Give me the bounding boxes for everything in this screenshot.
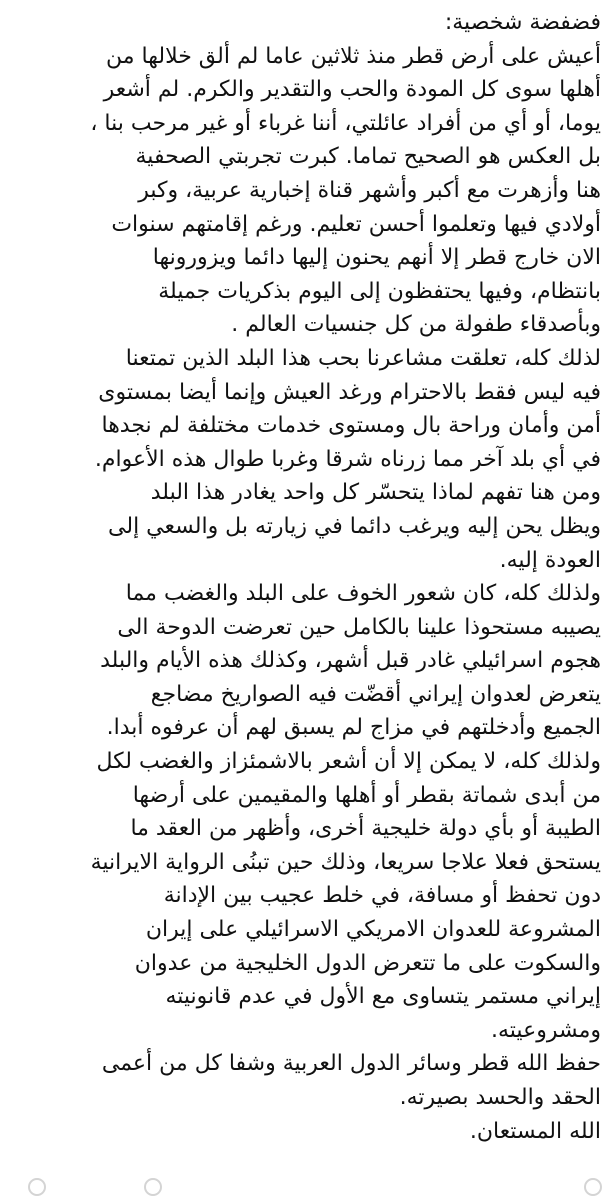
note-line: ولذلك كله، لا يمكن إلا أن أشعر بالاشمئزاز والغضب لكل xyxy=(96,749,601,775)
note-line: الان خارج قطر إلا أنهم يحنون إليها دائما ويزورونها xyxy=(152,245,601,271)
note-line: بل العكس هو الصحيح تماما. كبرت تجربتي الصحفية xyxy=(135,144,601,170)
note-line: العودة إليه. xyxy=(499,547,601,573)
note-line: يوما، أو أي من أفراد عائلتي، أننا غرباء أو غير مرحب بنا ، xyxy=(90,110,601,136)
note-line: ومن هنا تفهم لماذا يتحسّر كل واحد يغادر هذا البلد xyxy=(150,480,601,506)
note-line: الطيبة أو بأي دولة خليجية أخرى، وأظهر من العقد ما xyxy=(130,816,601,842)
note-line: إيراني مستمر يتساوى مع الأول في عدم قانونيته xyxy=(165,984,601,1010)
note-line: الجميع وأدخلتهم في مزاج لم يسبق لهم أن عرفوه أبدا. xyxy=(106,715,601,741)
note-line: ومشروعيته. xyxy=(491,1017,601,1043)
note-line: في أي بلد آخر مما زرناه شرقا وغربا طوال هذه الأعوام. xyxy=(94,446,601,472)
note-line: هجوم اسرائيلي غادر قبل أشهر، وكذلك هذه الأيام والبلد xyxy=(100,648,601,674)
note-line: أمن وأمان وراحة بال ومستوى خدمات مختلفة لم نجدها xyxy=(101,413,601,439)
note-line: بانتظام، وفيها يحتفظون إلى اليوم بذكريات جميلة xyxy=(158,278,601,304)
note-heading: فضفضة شخصية: xyxy=(444,10,601,35)
note-line: ولذلك كله، كان شعور الخوف على البلد والغضب مما xyxy=(125,581,601,607)
toolbar-icon-partial xyxy=(28,1178,46,1196)
bottom-toolbar-cutoff xyxy=(0,1174,615,1200)
note-line: يتعرض لعدوان إيراني أقضّت فيه الصواريخ مضاجع xyxy=(150,681,601,707)
note-line: دون تحفظ أو مسافة، في خلط عجيب بين الإدانة xyxy=(163,883,601,909)
note-closing: الله المستعان. xyxy=(469,1118,601,1144)
note-line: أهلها سوى كل المودة والحب والتقدير والكرم. لم أشعر xyxy=(103,77,601,103)
note-line: المشروعة للعدوان الامريكي الاسرائيلي على إيران xyxy=(145,917,601,943)
note-line: حفظ الله قطر وسائر الدول العربية وشفا كل من أعمى xyxy=(101,1051,601,1077)
note-line: والسكوت على ما تتعرض الدول الخليجية من عدوان xyxy=(134,950,601,976)
note-line: أولادي فيها وتعلموا أحسن تعليم. ورغم إقامتهم سنوات xyxy=(111,211,601,237)
note-line: يستحق فعلا علاجا سريعا، وذلك حين تبنُى الرواية الايرانية xyxy=(90,849,601,875)
note-line: يصيبه مستحوذا علينا بالكامل حين تعرضت الدوحة الى xyxy=(117,614,601,640)
note-line: الحقد والحسد بصيرته. xyxy=(399,1085,601,1110)
note-line: ويظل يحن إليه ويرغب دائما في زيارته بل والسعي إلى xyxy=(108,513,601,539)
note-line: أعيش على أرض قطر منذ ثلاثين عاما لم ألق خلالها من xyxy=(106,43,601,69)
toolbar-icon-partial xyxy=(144,1178,162,1196)
toolbar-icon-partial xyxy=(584,1178,602,1196)
note-line: فيه ليس فقط بالاحترام ورغد العيش وإنما أيضا بمستوى xyxy=(98,379,601,405)
note-line: هنا وأزهرت مع أكبر وأشهر قناة إخبارية عربية، وكبر xyxy=(138,177,601,203)
note-line: لذلك كله، تعلقت مشاعرنا بحب هذا البلد الذين تمتعنا xyxy=(125,345,601,371)
note-line: من أبدى شماتة بقطر أو أهلها والمقيمين على أرضها xyxy=(132,782,601,808)
note-line: وبأصدقاء طفولة من كل جنسيات العالم . xyxy=(231,312,601,338)
note-text xyxy=(11,6,601,1148)
